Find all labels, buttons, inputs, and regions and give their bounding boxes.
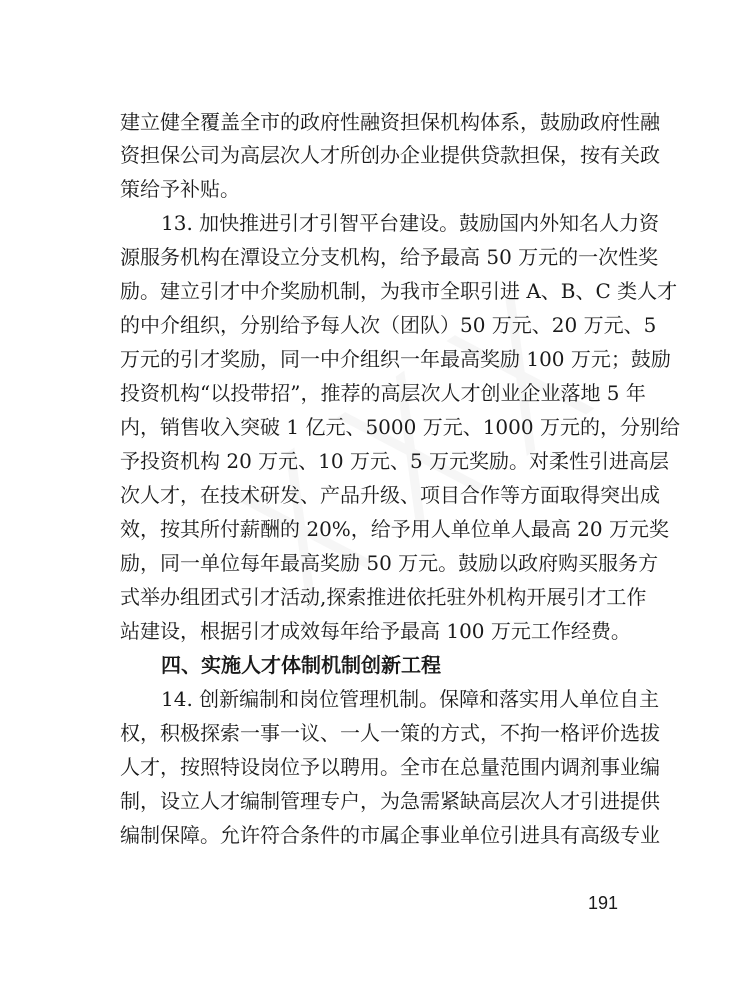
text-line: 励，同一单位每年最高奖励 50 万元。鼓励以政府购买服务方 <box>120 551 659 575</box>
text-line: 万元的引才奖励，同一中介组织一年最高奖励 100 万元；鼓励 <box>120 347 671 371</box>
text-line: 权，积极探索一事一议、一人一策的方式，不拘一格评价选拔 <box>120 721 660 745</box>
text-line: 编制保障。允许符合条件的市属企事业单位引进具有高级专业 <box>120 823 660 847</box>
text-line: 投资机构“以投带招”，推荐的高层次人才创业企业落地 5 年 <box>120 381 646 405</box>
section-heading: 四、实施人才体制机制创新工程 <box>161 653 441 677</box>
text-line: 制，设立人才编制管理专户，为急需紧缺高层次人才引进提供 <box>120 789 660 813</box>
text-line: 站建设，根据引才成效每年给予最高 100 万元工作经费。 <box>120 619 631 643</box>
item-13-title: 13. 加快推进引才引智平台建设。 <box>161 211 460 235</box>
page-number: 191 <box>588 893 619 913</box>
text-line: 次人才，在技术研发、产品升级、项目合作等方面取得突出成 <box>120 483 660 507</box>
text-line: 人才，按照特设岗位予以聘用。全市在总量范围内调剂事业编 <box>120 755 660 779</box>
text-span: 保障和落实用人单位自主 <box>439 687 660 711</box>
text-line: 式举办组团式引才活动,探索推进依托驻外机构开展引才工作 <box>120 585 647 609</box>
paragraph-13-first-line <box>161 208 660 238</box>
text-line: 予投资机构 20 万元、10 万元、5 万元奖励。对柔性引进高层 <box>120 449 670 473</box>
text-span: 鼓励国内外知名人力资 <box>459 211 660 235</box>
text-line: 资担保公司为高层次人才所创办企业提供贷款担保，按有关政 <box>120 143 660 167</box>
text-line: 效，按其所付薪酬的 20%，给予用人单位单人最高 20 万元奖 <box>120 517 669 541</box>
text-line: 励。建立引才中介奖励机制，为我市全职引进 A、B、C 类人才 <box>120 279 678 303</box>
text-line: 源服务机构在潭设立分支机构，给予最高 50 万元的一次性奖 <box>120 245 659 269</box>
paragraph-14-first-line <box>161 684 660 714</box>
item-14-title: 14. 创新编制和岗位管理机制。 <box>161 687 440 711</box>
text-line: 建立健全覆盖全市的政府性融资担保机构体系，鼓励政府性融 <box>120 110 660 134</box>
text-line: 的中介组织，分别给予每人次（团队）50 万元、20 万元、5 <box>120 313 657 337</box>
text-line: 策给予补贴。 <box>120 177 240 201</box>
text-line: 内，销售收入突破 1 亿元、5000 万元、1000 万元的，分别给 <box>120 415 680 439</box>
